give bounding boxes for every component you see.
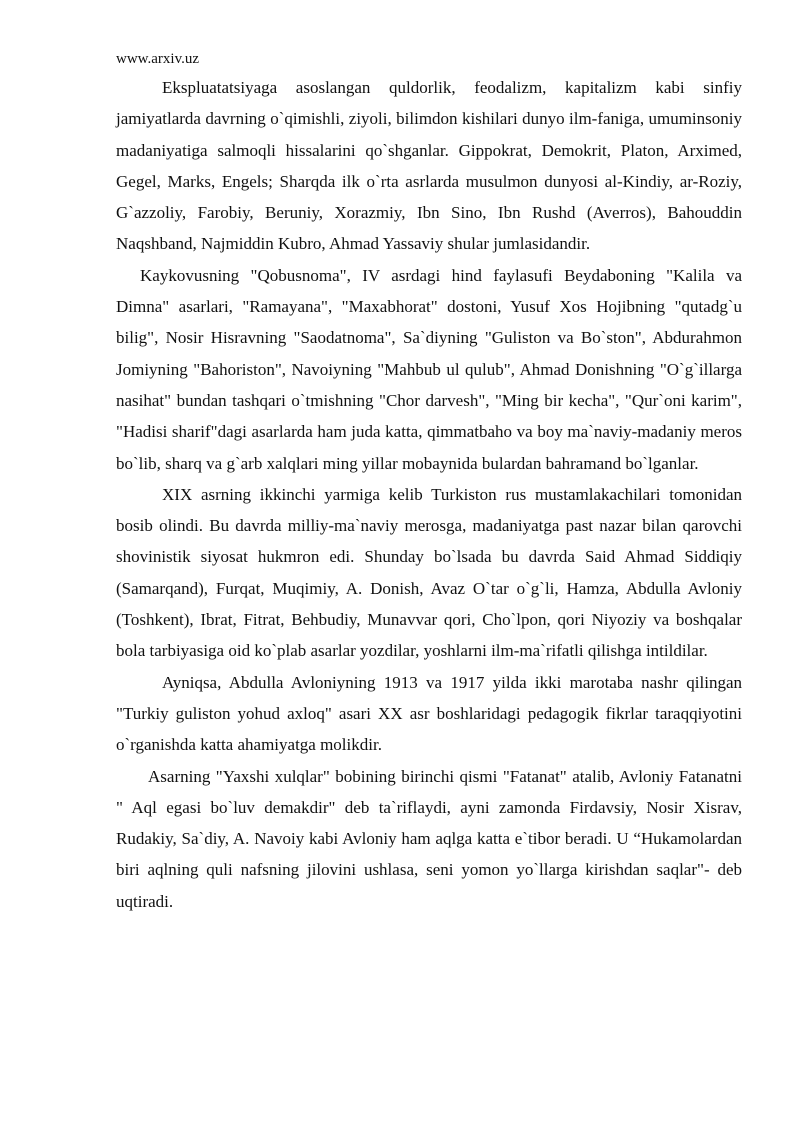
paragraph-literary-heritage: Kaykovusning "Qobusnoma", IV asrdagi hind faylasufi Beydaboning "Kalila va Dimna" asarlari, "Ramayana", "Maxabhorat" dostoni, Yusuf Xos Hojibning "qutadg`u bilig", Nosir Hisravning "Saodatnoma", Sa`diyning "Guliston va Bo`ston", Abdurahmon Jomiyning "Bahoriston", Navoiyning "Mahbub ul qulub", Ahmad Donishning "O`g`illarga nasihat" bundan tashqari o`tmishning "Chor darvesh", "Ming bir kecha", "Qur`oni karim", "Hadisi sharif"dagi asarlarda ham juda katta, qimmatbaho va boy ma`naviy-madaniy meros bo`lib, sharq va g`arb xalqlari ming yillar mobaynida bulardan bahramand bo`lganlar. [116,265,742,473]
paragraph-fatanat-chapter: Asarning "Yaxshi xulqlar" bobining birinchi qismi "Fatanat" atalib, Avloniy Fatanatni " Aql egasi bo`luv demakdir" deb ta`riflaydi, ayni zamonda Firdavsiy, Nosir Xisrav, Rudakiy, Sa`diy, A. Navoiy kabi Avloniy ham aqlga katta e`tibor beradi. U “Hukamolardan biri aqlning quli nafsning jilovini ushlasa, seni yomon yo`llarga kirishdan saqlar"- deb uqtiradi. [116,766,742,911]
paragraph-exploitation-societies: Ekspluatatsiyaga asoslangan quldorlik, feodalizm, kapitalizm kabi sinfiy jamiyatlarda davrning o`qimishli, ziyoli, bilimdon kishilari dunyo ilm-faniga, umuminsoniy madaniyatiga salmoqli hissalarini qo`shganlar. Gippokrat, Demokrit, Platon, Arximed, Gegel, Marks, Engels; Sharqda ilk o`rta asrlarda musulmon dunyosi al-Kindiy, ar-Roziy, G`azzoliy, Farobiy, Beruniy, Xorazmiy, Ibn Sino, Ibn Rushd (Averros), Bahouddin Naqshband, Najmiddin Kubro, Ahmad Yassaviy shular jumlasidandir. [116,78,742,254]
paragraph-nineteenth-century: XIX asrning ikkinchi yarmiga kelib Turkiston rus mustamlakachilari tomonidan bosib olindi. Bu davrda milliy-ma`naviy merosga, madaniyatga past nazar bilan qarovchi shovinistik siyosat hukmron edi. Shunday bo`lsada bu davrda Said Ahmad Siddiqiy (Samarqand), Furqat, Muqimiy, A. Donish, Avaz O`tar o`g`li, Hamza, Abdulla Avloniy (Toshkent), Ibrat, Fitrat, Behbudiy, Munavvar qori, Cho`lpon, qori Niyoziy va boshqalar bola tarbiyasiga oid ko`plab asarlar yozdilar, yoshlarni ilm-ma`rifatli qilishga intildilar. [116,484,742,661]
document-body [116,72,742,917]
paragraph-avloniy-book: Ayniqsa, Abdulla Avloniyning 1913 va 1917 yilda ikki marotaba nashr qilingan "Turkiy guliston yohud axloq" asari XX asr boshlaridagi pedagogik fikrlar taraqqiyotini o`rganishda katta ahamiyatga molikdir. [116,672,742,755]
site-url-header: www.arxiv.uz [116,51,200,67]
